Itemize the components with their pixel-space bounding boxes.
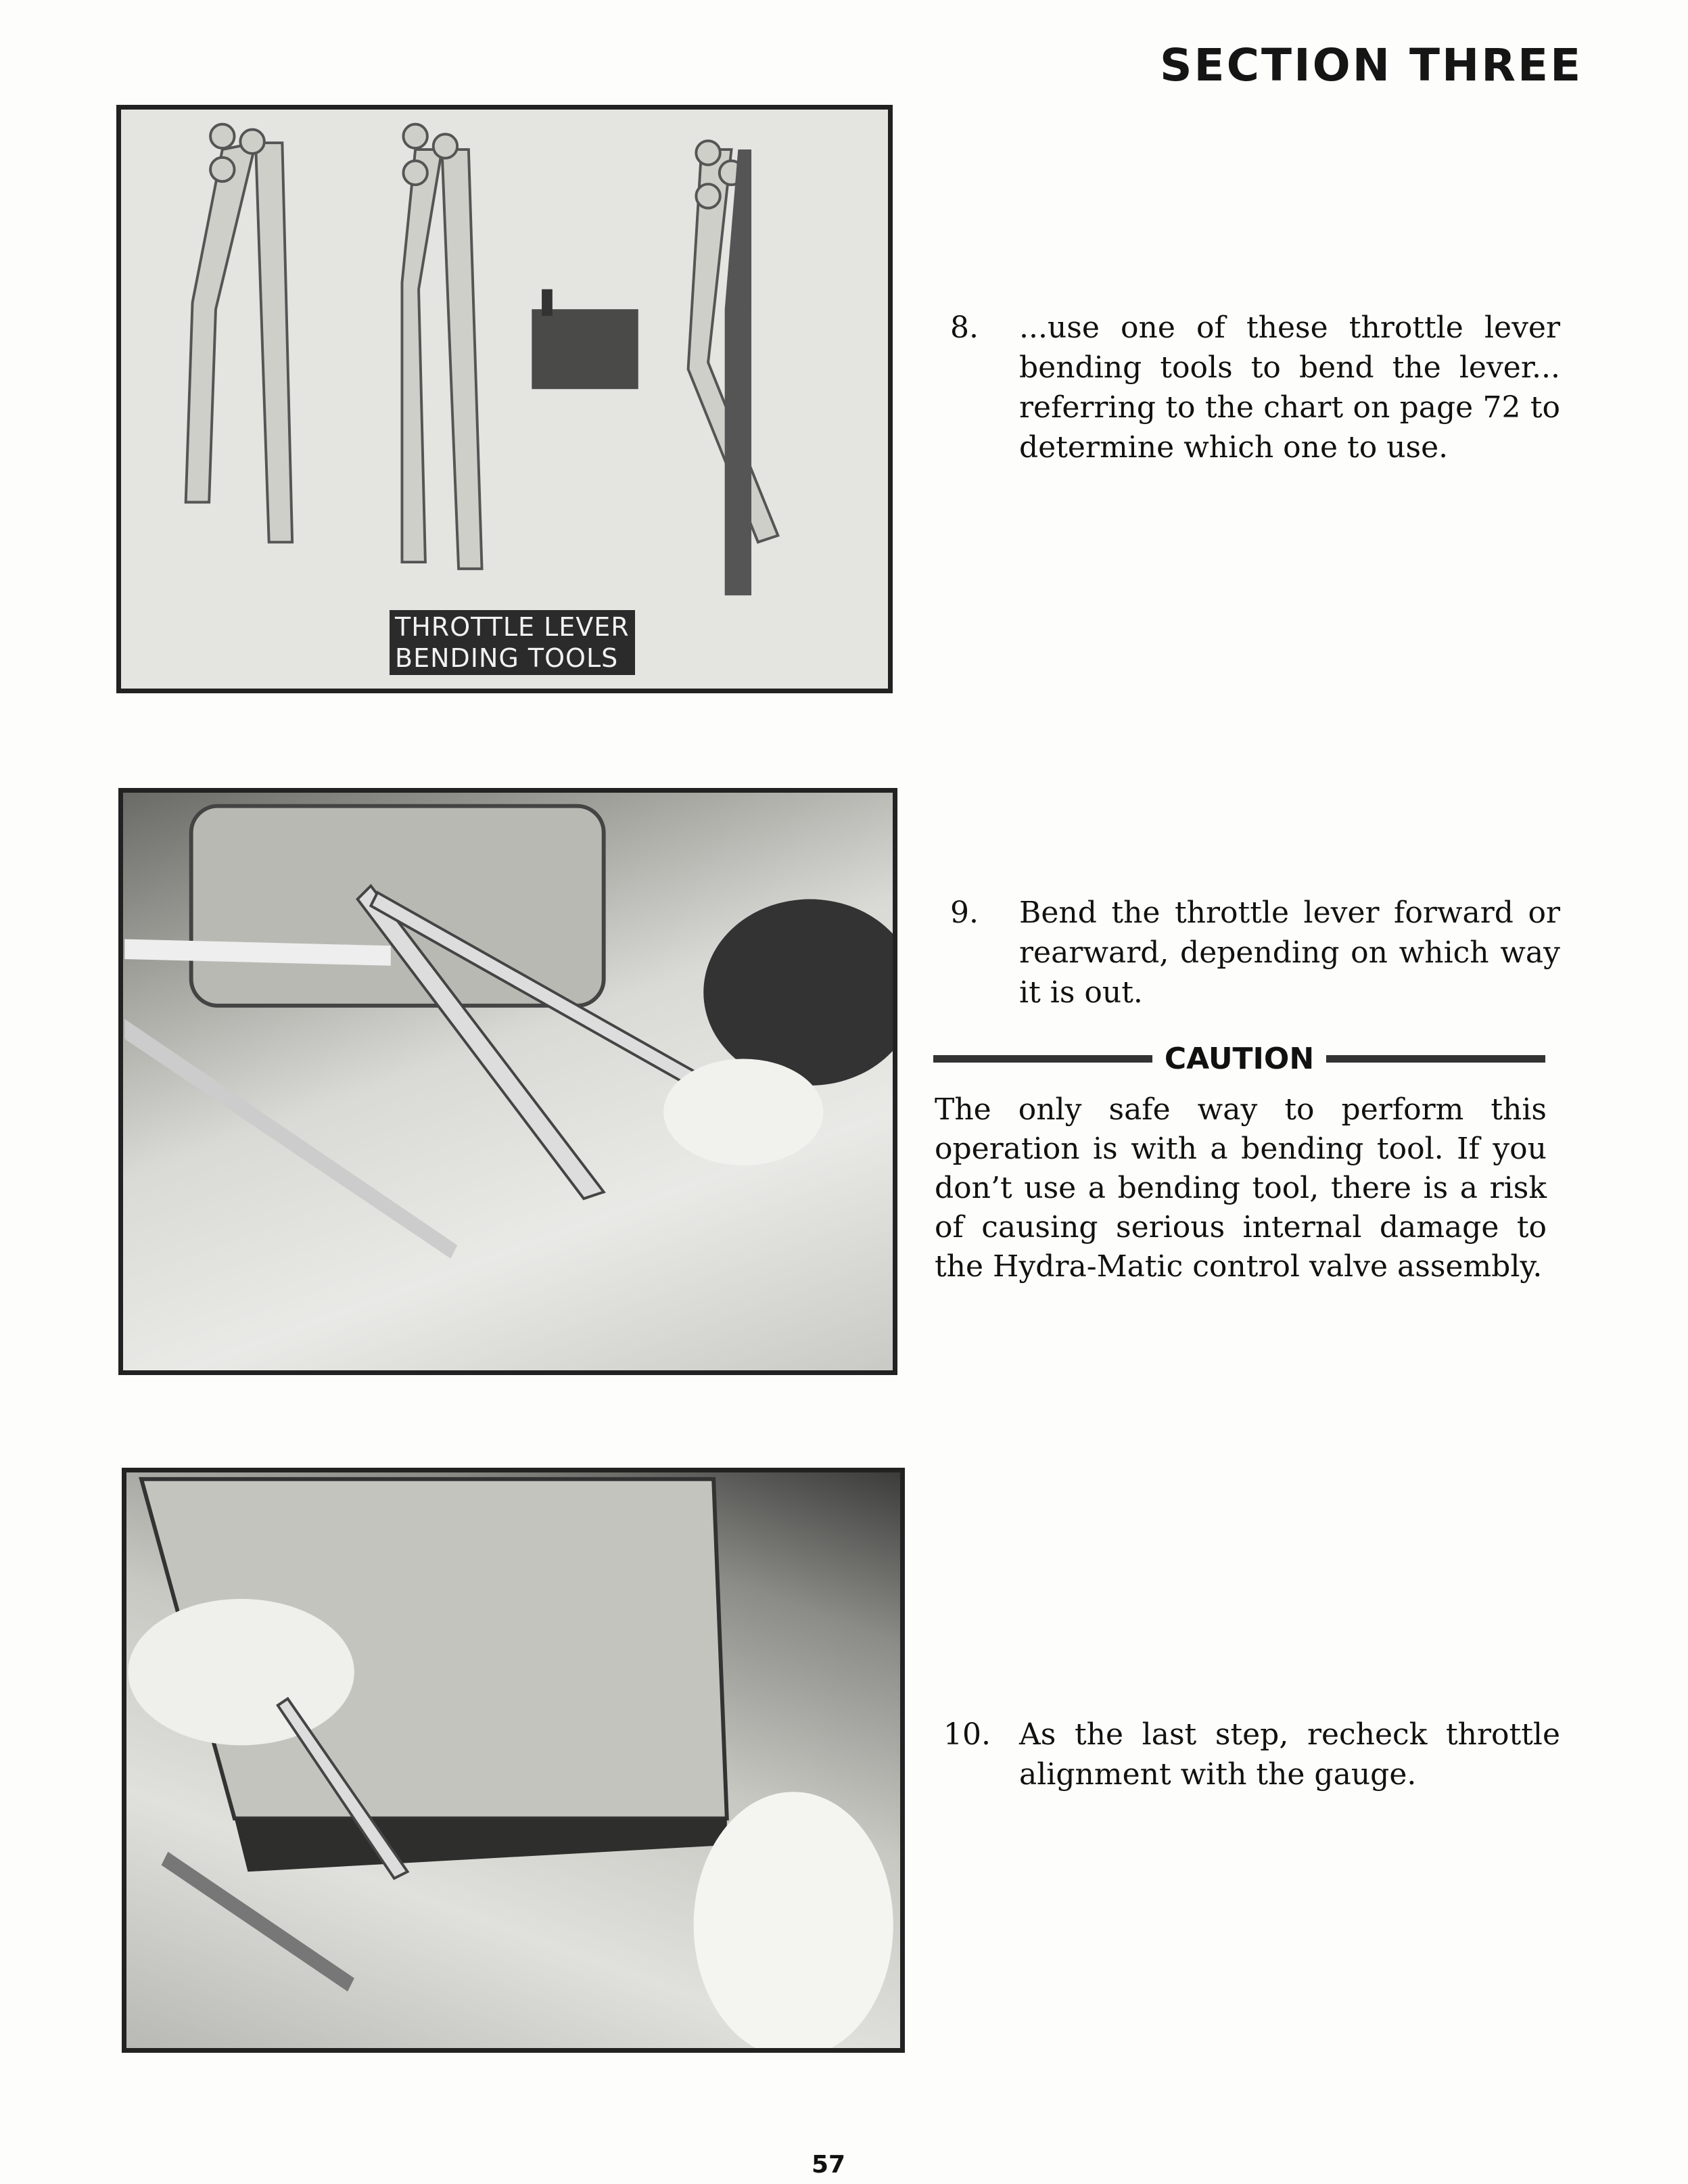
bending-tools-illustration: [121, 110, 888, 689]
step-number: 10.: [943, 1717, 991, 1752]
caption-line-2: BENDING TOOLS: [395, 643, 619, 673]
bending-lever-illustration: [123, 793, 893, 1370]
photo-recheck-alignment: [122, 1468, 905, 2053]
photo-bending-throttle-lever: [118, 788, 897, 1375]
caution-heading: [933, 1038, 1545, 1079]
step-text: As the last step, recheck throttle alignment with the gauge.: [1019, 1717, 1560, 1792]
step-number: 8.: [950, 310, 979, 345]
caution-label: CAUTION: [1164, 1041, 1315, 1076]
step-number: 9.: [950, 896, 979, 930]
page-number: 57: [812, 2151, 846, 2179]
caution-rule-right: [1326, 1055, 1545, 1063]
photo-throttle-lever-bending-tools: [116, 105, 893, 693]
figure-caption: [390, 610, 635, 675]
caution-rule-left: [933, 1055, 1152, 1063]
step-text: ...use one of these throttle lever bending tools to bend the lever... referring to the chart on page 72 to determine which one to use.: [1019, 310, 1560, 465]
section-title: SECTION THREE: [1160, 39, 1583, 91]
caption-line-1: THROTTLE LEVER: [395, 612, 630, 642]
step-text: Bend the throttle lever forward or rearward, depending on which way it is out.: [1019, 896, 1560, 1010]
recheck-alignment-illustration: [126, 1472, 900, 2048]
caution-text: The only safe way to perform this operation is with a bending tool. If you don’t use a bending tool, there is a risk of causing serious internal damage to the Hydra-Matic control valve assembly.: [935, 1092, 1547, 1284]
